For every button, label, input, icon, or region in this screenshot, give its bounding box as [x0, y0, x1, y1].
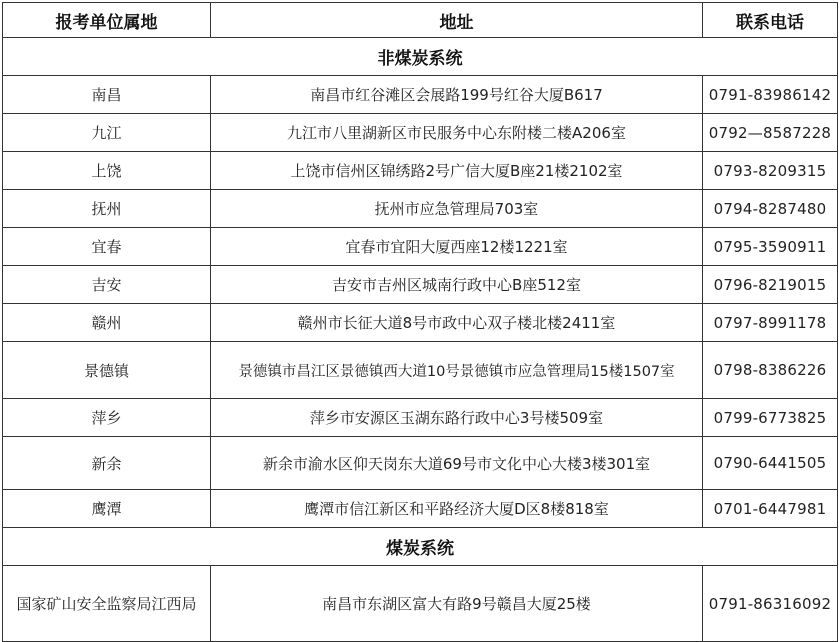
table-row: [3, 399, 838, 437]
table-row: [3, 266, 838, 304]
header-phone: 联系电话: [703, 3, 838, 38]
unit-cell: 南昌: [3, 76, 211, 114]
phone-cell: 0797-8991178: [703, 304, 838, 342]
table-row: [3, 190, 838, 228]
address-cell: 南昌市红谷滩区会展路199号红谷大厦B617: [211, 76, 703, 114]
address-cell: 新余市渝水区仰天岗东大道69号市文化中心大楼3楼301室: [211, 437, 703, 490]
unit-cell: 新余: [3, 437, 211, 490]
address-cell: 鹰潭市信江新区和平路经济大厦D区8楼818室: [211, 490, 703, 528]
address-cell: 吉安市吉州区城南行政中心B座512室: [211, 266, 703, 304]
phone-cell: 0796-8219015: [703, 266, 838, 304]
unit-cell: 景德镇: [3, 342, 211, 399]
phone-cell: 0791-83986142: [703, 76, 838, 114]
unit-cell: 九江: [3, 114, 211, 152]
unit-cell: 上饶: [3, 152, 211, 190]
header-address: 地址: [211, 3, 703, 38]
table-row: [3, 152, 838, 190]
table-row: [3, 76, 838, 114]
unit-cell: 抚州: [3, 190, 211, 228]
table-row: [3, 228, 838, 266]
table-row: [3, 437, 838, 490]
phone-cell: 0701-6447981: [703, 490, 838, 528]
phone-cell: 0795-3590911: [703, 228, 838, 266]
address-cell: 抚州市应急管理局703室: [211, 190, 703, 228]
address-cell: 南昌市东湖区富大有路9号赣昌大厦25楼: [211, 566, 703, 642]
phone-cell: 0798-8386226: [703, 342, 838, 399]
unit-cell: 吉安: [3, 266, 211, 304]
table-row: [3, 342, 838, 399]
unit-cell: 赣州: [3, 304, 211, 342]
header-row: [3, 3, 838, 38]
phone-cell: 0791-86316092: [703, 566, 838, 642]
unit-cell: 国家矿山安全监察局江西局: [3, 566, 211, 642]
address-cell: 萍乡市安源区玉湖东路行政中心3号楼509室: [211, 399, 703, 437]
table-row: [3, 304, 838, 342]
address-cell: 九江市八里湖新区市民服务中心东附楼二楼A206室: [211, 114, 703, 152]
phone-cell: 0793-8209315: [703, 152, 838, 190]
unit-cell: 萍乡: [3, 399, 211, 437]
phone-cell: 0794-8287480: [703, 190, 838, 228]
section-row-non-coal: [3, 38, 838, 76]
section-title: 非煤炭系统: [3, 38, 838, 76]
address-cell: 景德镇市昌江区景德镇西大道10号景德镇市应急管理局15楼1507室: [211, 342, 703, 399]
phone-cell: 0792—8587228: [703, 114, 838, 152]
table-row: [3, 114, 838, 152]
section-row-coal: [3, 528, 838, 566]
header-unit: 报考单位属地: [3, 3, 211, 38]
address-cell: 宜春市宜阳大厦西座12楼1221室: [211, 228, 703, 266]
contact-table: [2, 2, 838, 642]
phone-cell: 0790-6441505: [703, 437, 838, 490]
unit-cell: 鹰潭: [3, 490, 211, 528]
phone-cell: 0799-6773825: [703, 399, 838, 437]
address-cell: 赣州市长征大道8号市政中心双子楼北楼2411室: [211, 304, 703, 342]
unit-cell: 宜春: [3, 228, 211, 266]
address-cell: 上饶市信州区锦绣路2号广信大厦B座21楼2102室: [211, 152, 703, 190]
table-row: [3, 566, 838, 642]
table-row: [3, 490, 838, 528]
section-title: 煤炭系统: [3, 528, 838, 566]
